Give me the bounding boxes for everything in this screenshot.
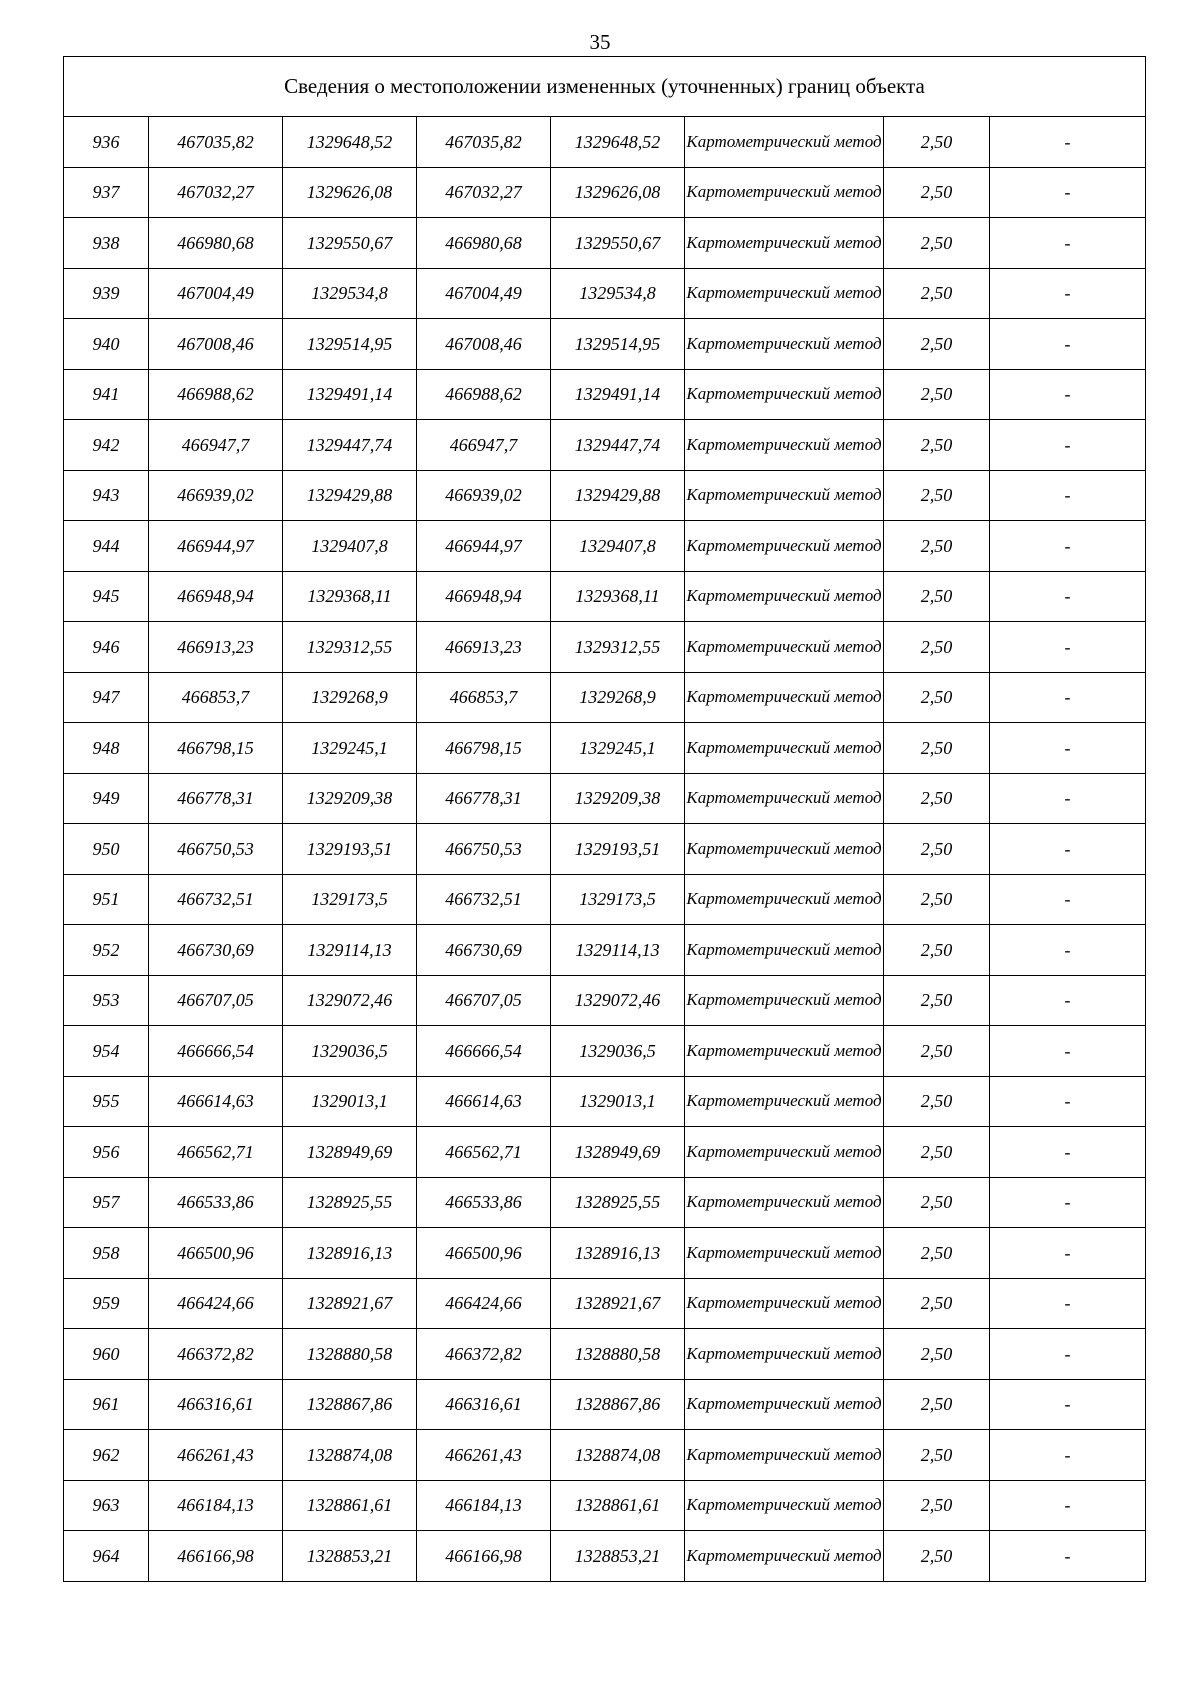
existing-x-cell: 467032,27	[149, 167, 283, 218]
refined-x-cell: 466166,98	[417, 1531, 551, 1582]
existing-x-cell: 466614,63	[149, 1076, 283, 1127]
existing-y-cell: 1329534,8	[283, 268, 417, 319]
table-row	[64, 723, 1146, 774]
point-number-cell: 942	[64, 420, 149, 471]
refined-x-cell: 466184,13	[417, 1480, 551, 1531]
table-row	[64, 1379, 1146, 1430]
existing-x-cell: 466947,7	[149, 420, 283, 471]
accuracy-cell: 2,50	[884, 1531, 990, 1582]
table-row	[64, 268, 1146, 319]
refined-x-cell: 466750,53	[417, 824, 551, 875]
refined-y-cell: 1329072,46	[551, 975, 685, 1026]
refined-x-cell: 467032,27	[417, 167, 551, 218]
table-row	[64, 874, 1146, 925]
refined-y-cell: 1328853,21	[551, 1531, 685, 1582]
refined-y-cell: 1329626,08	[551, 167, 685, 218]
method-cell: Картометрический метод	[685, 824, 884, 875]
refined-x-cell: 466730,69	[417, 925, 551, 976]
point-number-cell: 962	[64, 1430, 149, 1481]
refined-y-cell: 1329550,67	[551, 218, 685, 269]
point-number-cell: 944	[64, 521, 149, 572]
refined-x-cell: 466913,23	[417, 622, 551, 673]
existing-y-cell: 1328921,67	[283, 1278, 417, 1329]
refined-y-cell: 1329245,1	[551, 723, 685, 774]
method-cell: Картометрический метод	[685, 420, 884, 471]
accuracy-cell: 2,50	[884, 1480, 990, 1531]
existing-y-cell: 1328880,58	[283, 1329, 417, 1380]
accuracy-cell: 2,50	[884, 622, 990, 673]
existing-x-cell: 466533,86	[149, 1177, 283, 1228]
point-number-cell: 960	[64, 1329, 149, 1380]
existing-y-cell: 1329429,88	[283, 470, 417, 521]
coordinates-table	[63, 56, 1146, 1582]
existing-y-cell: 1328916,13	[283, 1228, 417, 1279]
refined-x-cell: 466944,97	[417, 521, 551, 572]
existing-x-cell: 466944,97	[149, 521, 283, 572]
existing-y-cell: 1329036,5	[283, 1026, 417, 1077]
existing-y-cell: 1329245,1	[283, 723, 417, 774]
accuracy-cell: 2,50	[884, 1127, 990, 1178]
point-number-cell: 954	[64, 1026, 149, 1077]
point-number-cell: 955	[64, 1076, 149, 1127]
refined-x-cell: 466947,7	[417, 420, 551, 471]
point-number-cell: 948	[64, 723, 149, 774]
existing-x-cell: 466988,62	[149, 369, 283, 420]
existing-x-cell: 466316,61	[149, 1379, 283, 1430]
table-row	[64, 1127, 1146, 1178]
refined-y-cell: 1329013,1	[551, 1076, 685, 1127]
refined-y-cell: 1329429,88	[551, 470, 685, 521]
existing-x-cell: 467008,46	[149, 319, 283, 370]
existing-y-cell: 1329514,95	[283, 319, 417, 370]
existing-y-cell: 1328853,21	[283, 1531, 417, 1582]
existing-x-cell: 466261,43	[149, 1430, 283, 1481]
refined-x-cell: 466614,63	[417, 1076, 551, 1127]
refined-y-cell: 1328861,61	[551, 1480, 685, 1531]
point-number-cell: 945	[64, 571, 149, 622]
refined-y-cell: 1329407,8	[551, 521, 685, 572]
table-row	[64, 975, 1146, 1026]
note-cell: -	[990, 773, 1146, 824]
table-row	[64, 1430, 1146, 1481]
refined-y-cell: 1328867,86	[551, 1379, 685, 1430]
existing-y-cell: 1329447,74	[283, 420, 417, 471]
method-cell: Картометрический метод	[685, 1531, 884, 1582]
existing-y-cell: 1328874,08	[283, 1430, 417, 1481]
existing-x-cell: 467035,82	[149, 117, 283, 168]
existing-x-cell: 466732,51	[149, 874, 283, 925]
note-cell: -	[990, 672, 1146, 723]
existing-y-cell: 1328861,61	[283, 1480, 417, 1531]
existing-y-cell: 1329550,67	[283, 218, 417, 269]
point-number-cell: 940	[64, 319, 149, 370]
note-cell: -	[990, 117, 1146, 168]
existing-y-cell: 1329268,9	[283, 672, 417, 723]
refined-y-cell: 1328921,67	[551, 1278, 685, 1329]
point-number-cell: 956	[64, 1127, 149, 1178]
method-cell: Картометрический метод	[685, 117, 884, 168]
note-cell: -	[990, 622, 1146, 673]
refined-y-cell: 1329036,5	[551, 1026, 685, 1077]
note-cell: -	[990, 1329, 1146, 1380]
method-cell: Картометрический метод	[685, 1127, 884, 1178]
existing-y-cell: 1329491,14	[283, 369, 417, 420]
existing-x-cell: 466424,66	[149, 1278, 283, 1329]
accuracy-cell: 2,50	[884, 1329, 990, 1380]
existing-y-cell: 1328925,55	[283, 1177, 417, 1228]
refined-y-cell: 1328949,69	[551, 1127, 685, 1178]
method-cell: Картометрический метод	[685, 1278, 884, 1329]
table-row	[64, 824, 1146, 875]
method-cell: Картометрический метод	[685, 925, 884, 976]
existing-x-cell: 466562,71	[149, 1127, 283, 1178]
point-number-cell: 959	[64, 1278, 149, 1329]
accuracy-cell: 2,50	[884, 1076, 990, 1127]
existing-x-cell: 466372,82	[149, 1329, 283, 1380]
table-row	[64, 1076, 1146, 1127]
table-row	[64, 1026, 1146, 1077]
existing-x-cell: 466980,68	[149, 218, 283, 269]
existing-x-cell: 466184,13	[149, 1480, 283, 1531]
refined-y-cell: 1329173,5	[551, 874, 685, 925]
refined-y-cell: 1328925,55	[551, 1177, 685, 1228]
accuracy-cell: 2,50	[884, 167, 990, 218]
table-row	[64, 470, 1146, 521]
note-cell: -	[990, 470, 1146, 521]
refined-x-cell: 466533,86	[417, 1177, 551, 1228]
refined-y-cell: 1328874,08	[551, 1430, 685, 1481]
refined-x-cell: 466261,43	[417, 1430, 551, 1481]
accuracy-cell: 2,50	[884, 268, 990, 319]
existing-x-cell: 466750,53	[149, 824, 283, 875]
note-cell: -	[990, 975, 1146, 1026]
existing-x-cell: 466798,15	[149, 723, 283, 774]
refined-y-cell: 1329491,14	[551, 369, 685, 420]
note-cell: -	[990, 874, 1146, 925]
refined-x-cell: 466732,51	[417, 874, 551, 925]
accuracy-cell: 2,50	[884, 1026, 990, 1077]
method-cell: Картометрический метод	[685, 470, 884, 521]
table-row	[64, 1177, 1146, 1228]
point-number-cell: 947	[64, 672, 149, 723]
refined-x-cell: 467004,49	[417, 268, 551, 319]
method-cell: Картометрический метод	[685, 571, 884, 622]
note-cell: -	[990, 1127, 1146, 1178]
note-cell: -	[990, 1379, 1146, 1430]
note-cell: -	[990, 319, 1146, 370]
accuracy-cell: 2,50	[884, 571, 990, 622]
refined-y-cell: 1328916,13	[551, 1228, 685, 1279]
refined-y-cell: 1329114,13	[551, 925, 685, 976]
point-number-cell: 946	[64, 622, 149, 673]
refined-x-cell: 467008,46	[417, 319, 551, 370]
point-number-cell: 958	[64, 1228, 149, 1279]
table-title: Сведения о местоположении измененных (уточненных) границ объекта	[64, 57, 1146, 117]
accuracy-cell: 2,50	[884, 1278, 990, 1329]
existing-x-cell: 466778,31	[149, 773, 283, 824]
refined-x-cell: 466778,31	[417, 773, 551, 824]
method-cell: Картометрический метод	[685, 1430, 884, 1481]
table-row	[64, 167, 1146, 218]
existing-x-cell: 466948,94	[149, 571, 283, 622]
note-cell: -	[990, 824, 1146, 875]
existing-y-cell: 1329193,51	[283, 824, 417, 875]
accuracy-cell: 2,50	[884, 773, 990, 824]
point-number-cell: 964	[64, 1531, 149, 1582]
page-number: 35	[589, 30, 611, 54]
existing-x-cell: 467004,49	[149, 268, 283, 319]
point-number-cell: 943	[64, 470, 149, 521]
existing-x-cell: 466939,02	[149, 470, 283, 521]
note-cell: -	[990, 723, 1146, 774]
note-cell: -	[990, 571, 1146, 622]
existing-x-cell: 466707,05	[149, 975, 283, 1026]
note-cell: -	[990, 1026, 1146, 1077]
accuracy-cell: 2,50	[884, 369, 990, 420]
accuracy-cell: 2,50	[884, 874, 990, 925]
note-cell: -	[990, 369, 1146, 420]
note-cell: -	[990, 167, 1146, 218]
point-number-cell: 941	[64, 369, 149, 420]
refined-x-cell: 466939,02	[417, 470, 551, 521]
existing-y-cell: 1329407,8	[283, 521, 417, 572]
existing-y-cell: 1328867,86	[283, 1379, 417, 1430]
accuracy-cell: 2,50	[884, 672, 990, 723]
refined-x-cell: 467035,82	[417, 117, 551, 168]
accuracy-cell: 2,50	[884, 975, 990, 1026]
refined-x-cell: 466500,96	[417, 1228, 551, 1279]
method-cell: Картометрический метод	[685, 1228, 884, 1279]
table-row	[64, 420, 1146, 471]
table-row	[64, 521, 1146, 572]
refined-x-cell: 466562,71	[417, 1127, 551, 1178]
method-cell: Картометрический метод	[685, 975, 884, 1026]
refined-x-cell: 466798,15	[417, 723, 551, 774]
accuracy-cell: 2,50	[884, 1177, 990, 1228]
method-cell: Картометрический метод	[685, 672, 884, 723]
accuracy-cell: 2,50	[884, 470, 990, 521]
method-cell: Картометрический метод	[685, 167, 884, 218]
point-number-cell: 951	[64, 874, 149, 925]
method-cell: Картометрический метод	[685, 622, 884, 673]
note-cell: -	[990, 521, 1146, 572]
method-cell: Картометрический метод	[685, 319, 884, 370]
point-number-cell: 937	[64, 167, 149, 218]
accuracy-cell: 2,50	[884, 824, 990, 875]
table-row	[64, 571, 1146, 622]
method-cell: Картометрический метод	[685, 218, 884, 269]
refined-y-cell: 1329648,52	[551, 117, 685, 168]
refined-y-cell: 1329268,9	[551, 672, 685, 723]
accuracy-cell: 2,50	[884, 420, 990, 471]
table-row	[64, 1531, 1146, 1582]
refined-y-cell: 1329193,51	[551, 824, 685, 875]
existing-x-cell: 466730,69	[149, 925, 283, 976]
accuracy-cell: 2,50	[884, 1228, 990, 1279]
accuracy-cell: 2,50	[884, 218, 990, 269]
point-number-cell: 950	[64, 824, 149, 875]
point-number-cell: 953	[64, 975, 149, 1026]
point-number-cell: 938	[64, 218, 149, 269]
refined-x-cell: 466707,05	[417, 975, 551, 1026]
refined-x-cell: 466980,68	[417, 218, 551, 269]
existing-x-cell: 466166,98	[149, 1531, 283, 1582]
accuracy-cell: 2,50	[884, 925, 990, 976]
method-cell: Картометрический метод	[685, 1026, 884, 1077]
point-number-cell: 952	[64, 925, 149, 976]
table-row	[64, 369, 1146, 420]
refined-y-cell: 1329312,55	[551, 622, 685, 673]
existing-y-cell: 1329072,46	[283, 975, 417, 1026]
existing-y-cell: 1329173,5	[283, 874, 417, 925]
note-cell: -	[990, 1177, 1146, 1228]
existing-x-cell: 466500,96	[149, 1228, 283, 1279]
refined-x-cell: 466372,82	[417, 1329, 551, 1380]
accuracy-cell: 2,50	[884, 1430, 990, 1481]
method-cell: Картометрический метод	[685, 1480, 884, 1531]
note-cell: -	[990, 1430, 1146, 1481]
method-cell: Картометрический метод	[685, 1379, 884, 1430]
method-cell: Картометрический метод	[685, 1177, 884, 1228]
note-cell: -	[990, 1531, 1146, 1582]
point-number-cell: 949	[64, 773, 149, 824]
accuracy-cell: 2,50	[884, 319, 990, 370]
table-row	[64, 218, 1146, 269]
existing-y-cell: 1329648,52	[283, 117, 417, 168]
table-row	[64, 1480, 1146, 1531]
table-row	[64, 117, 1146, 168]
note-cell: -	[990, 1480, 1146, 1531]
method-cell: Картометрический метод	[685, 1329, 884, 1380]
refined-x-cell: 466948,94	[417, 571, 551, 622]
refined-x-cell: 466316,61	[417, 1379, 551, 1430]
note-cell: -	[990, 1076, 1146, 1127]
existing-y-cell: 1329312,55	[283, 622, 417, 673]
refined-y-cell: 1329209,38	[551, 773, 685, 824]
refined-x-cell: 466424,66	[417, 1278, 551, 1329]
refined-y-cell: 1329368,11	[551, 571, 685, 622]
table-row	[64, 672, 1146, 723]
method-cell: Картометрический метод	[685, 874, 884, 925]
point-number-cell: 963	[64, 1480, 149, 1531]
refined-x-cell: 466988,62	[417, 369, 551, 420]
note-cell: -	[990, 218, 1146, 269]
table-row	[64, 1228, 1146, 1279]
existing-x-cell: 466913,23	[149, 622, 283, 673]
note-cell: -	[990, 1278, 1146, 1329]
existing-x-cell: 466853,7	[149, 672, 283, 723]
note-cell: -	[990, 1228, 1146, 1279]
table-row	[64, 319, 1146, 370]
method-cell: Картометрический метод	[685, 369, 884, 420]
accuracy-cell: 2,50	[884, 723, 990, 774]
existing-x-cell: 466666,54	[149, 1026, 283, 1077]
point-number-cell: 936	[64, 117, 149, 168]
refined-y-cell: 1329514,95	[551, 319, 685, 370]
point-number-cell: 961	[64, 1379, 149, 1430]
method-cell: Картометрический метод	[685, 268, 884, 319]
method-cell: Картометрический метод	[685, 723, 884, 774]
table-row	[64, 925, 1146, 976]
table-row	[64, 773, 1146, 824]
table-row	[64, 1278, 1146, 1329]
table-title-row	[64, 57, 1146, 117]
method-cell: Картометрический метод	[685, 773, 884, 824]
existing-y-cell: 1328949,69	[283, 1127, 417, 1178]
method-cell: Картометрический метод	[685, 521, 884, 572]
existing-y-cell: 1329209,38	[283, 773, 417, 824]
accuracy-cell: 2,50	[884, 117, 990, 168]
note-cell: -	[990, 925, 1146, 976]
accuracy-cell: 2,50	[884, 521, 990, 572]
point-number-cell: 939	[64, 268, 149, 319]
accuracy-cell: 2,50	[884, 1379, 990, 1430]
existing-y-cell: 1329368,11	[283, 571, 417, 622]
refined-x-cell: 466853,7	[417, 672, 551, 723]
existing-y-cell: 1329626,08	[283, 167, 417, 218]
point-number-cell: 957	[64, 1177, 149, 1228]
note-cell: -	[990, 420, 1146, 471]
note-cell: -	[990, 268, 1146, 319]
refined-y-cell: 1328880,58	[551, 1329, 685, 1380]
refined-y-cell: 1329447,74	[551, 420, 685, 471]
table-row	[64, 622, 1146, 673]
method-cell: Картометрический метод	[685, 1076, 884, 1127]
refined-y-cell: 1329534,8	[551, 268, 685, 319]
existing-y-cell: 1329013,1	[283, 1076, 417, 1127]
refined-x-cell: 466666,54	[417, 1026, 551, 1077]
table-row	[64, 1329, 1146, 1380]
existing-y-cell: 1329114,13	[283, 925, 417, 976]
